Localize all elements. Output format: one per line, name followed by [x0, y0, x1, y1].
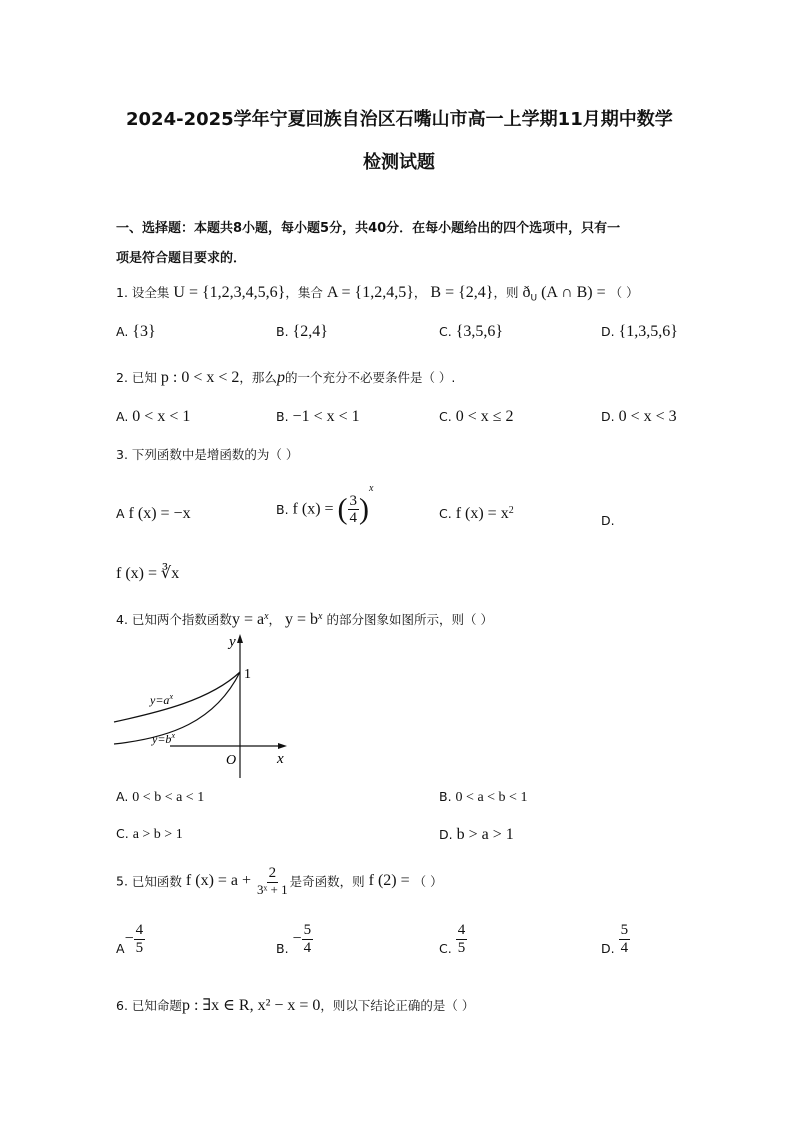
math-p: p : ∃x ∈ R, x² − x = 0: [181, 997, 321, 1014]
curve-b-label: $y=b^x$: [152, 731, 175, 746]
q2-option-b: B. −1 < x < 1: [276, 408, 360, 425]
origin-label: O: [226, 753, 237, 768]
q3-option-c: C. f $(x) = x^2$: [439, 505, 514, 523]
curve-b: [114, 672, 240, 744]
curve-a-label: $y=a^x$: [150, 692, 173, 707]
q2-option-c: C. 0 < x ≤ 2: [439, 408, 514, 425]
q5-option-a: A− $\frac{4}{5}$: [116, 922, 144, 956]
y-axis-arrow: [237, 634, 243, 643]
q1-option-a: A. {3}: [116, 323, 156, 340]
q1-option-c: C. {3,5,6}: [439, 323, 504, 340]
question-number: 1.: [116, 285, 128, 300]
q2-option-d: D. 0 < x < 3: [601, 408, 677, 425]
q3-option-d-value: f (x) = ∛x: [116, 565, 180, 582]
q4-option-a: A. 0 < b < a < 1: [116, 789, 205, 805]
exponential-graph: [110, 630, 300, 785]
section-heading-line2: 项是符合题目要求的．: [116, 251, 247, 266]
q5-option-d: D. $\frac{5}{4}$: [601, 922, 629, 956]
q4-option-d: D. b > a > 1: [439, 826, 514, 843]
question-1: 1. 设全集 U = {1,2,3,4,5,6}，集合 A = {1,2,4,5}， B = {2,4}，则 $ð_U$ (A ∩ B) = （ ）: [116, 284, 639, 304]
q5-option-b: B. − $\frac{5}{4}$: [276, 922, 312, 956]
math-U: U = {1,2,3,4,5,6}: [173, 284, 286, 301]
question-2: 2. 已知 p : 0 < x < 2，那么p的一个充分不必要条件是（ ）.: [116, 369, 456, 386]
q3-option-b: B. f (x) = ( $\frac{3}{4}$ )$^x$: [276, 483, 374, 526]
q3-option-a: A f (x) = −x: [116, 505, 191, 522]
x-axis-label: x: [277, 751, 284, 767]
q3-option-d: D.: [601, 513, 615, 528]
one-label: 1: [244, 667, 251, 682]
question-6: 6. 已知命题p : ∃x ∈ R, x² − x = 0，则以下结论正确的是（ ）: [116, 997, 475, 1014]
math-p: p : 0 < x < 2: [160, 369, 240, 386]
y-axis-label: y: [229, 634, 236, 650]
complement-symbol: ð: [522, 284, 531, 301]
section-heading: 一、选择题：本题共8小题，每小题5分，共40分．在每小题给出的四个选项中，只有一: [116, 221, 621, 236]
math-B: B = {2,4}: [430, 284, 494, 301]
q4-option-b: B. 0 < a < b < 1: [439, 789, 528, 805]
x-axis-arrow: [278, 743, 287, 749]
math-A: A = {1,2,4,5}: [326, 284, 414, 301]
curve-a: [114, 672, 240, 722]
q5-option-c: C. $\frac{4}{5}$: [439, 922, 466, 956]
q1-option-d: D. {1,3,5,6}: [601, 323, 678, 340]
question-3: 3. 下列函数中是增函数的为（ ）: [116, 447, 299, 462]
question-4: 4. 已知两个指数函数$y = a^x$， $y = b^x$ 的部分图象如图所示，则（ ）: [116, 610, 493, 628]
q4-option-c: C. a > b > 1: [116, 826, 183, 842]
question-5: 5. 已知函数 f (x) = a + $\frac{2}{\text{3ˣ + 1}}$ 是奇函数，则 f (2) = （ ）: [116, 865, 443, 897]
q1-option-b: B. {2,4}: [276, 323, 328, 340]
math-expr: (A ∩ B) =: [541, 284, 606, 301]
page-title: 2024-2025学年宁夏回族自治区石嘴山市高一上学期11月期中数学: [126, 109, 673, 130]
page-title-line2: 检测试题: [363, 152, 435, 173]
q2-option-a: A. 0 < x < 1: [116, 408, 191, 425]
